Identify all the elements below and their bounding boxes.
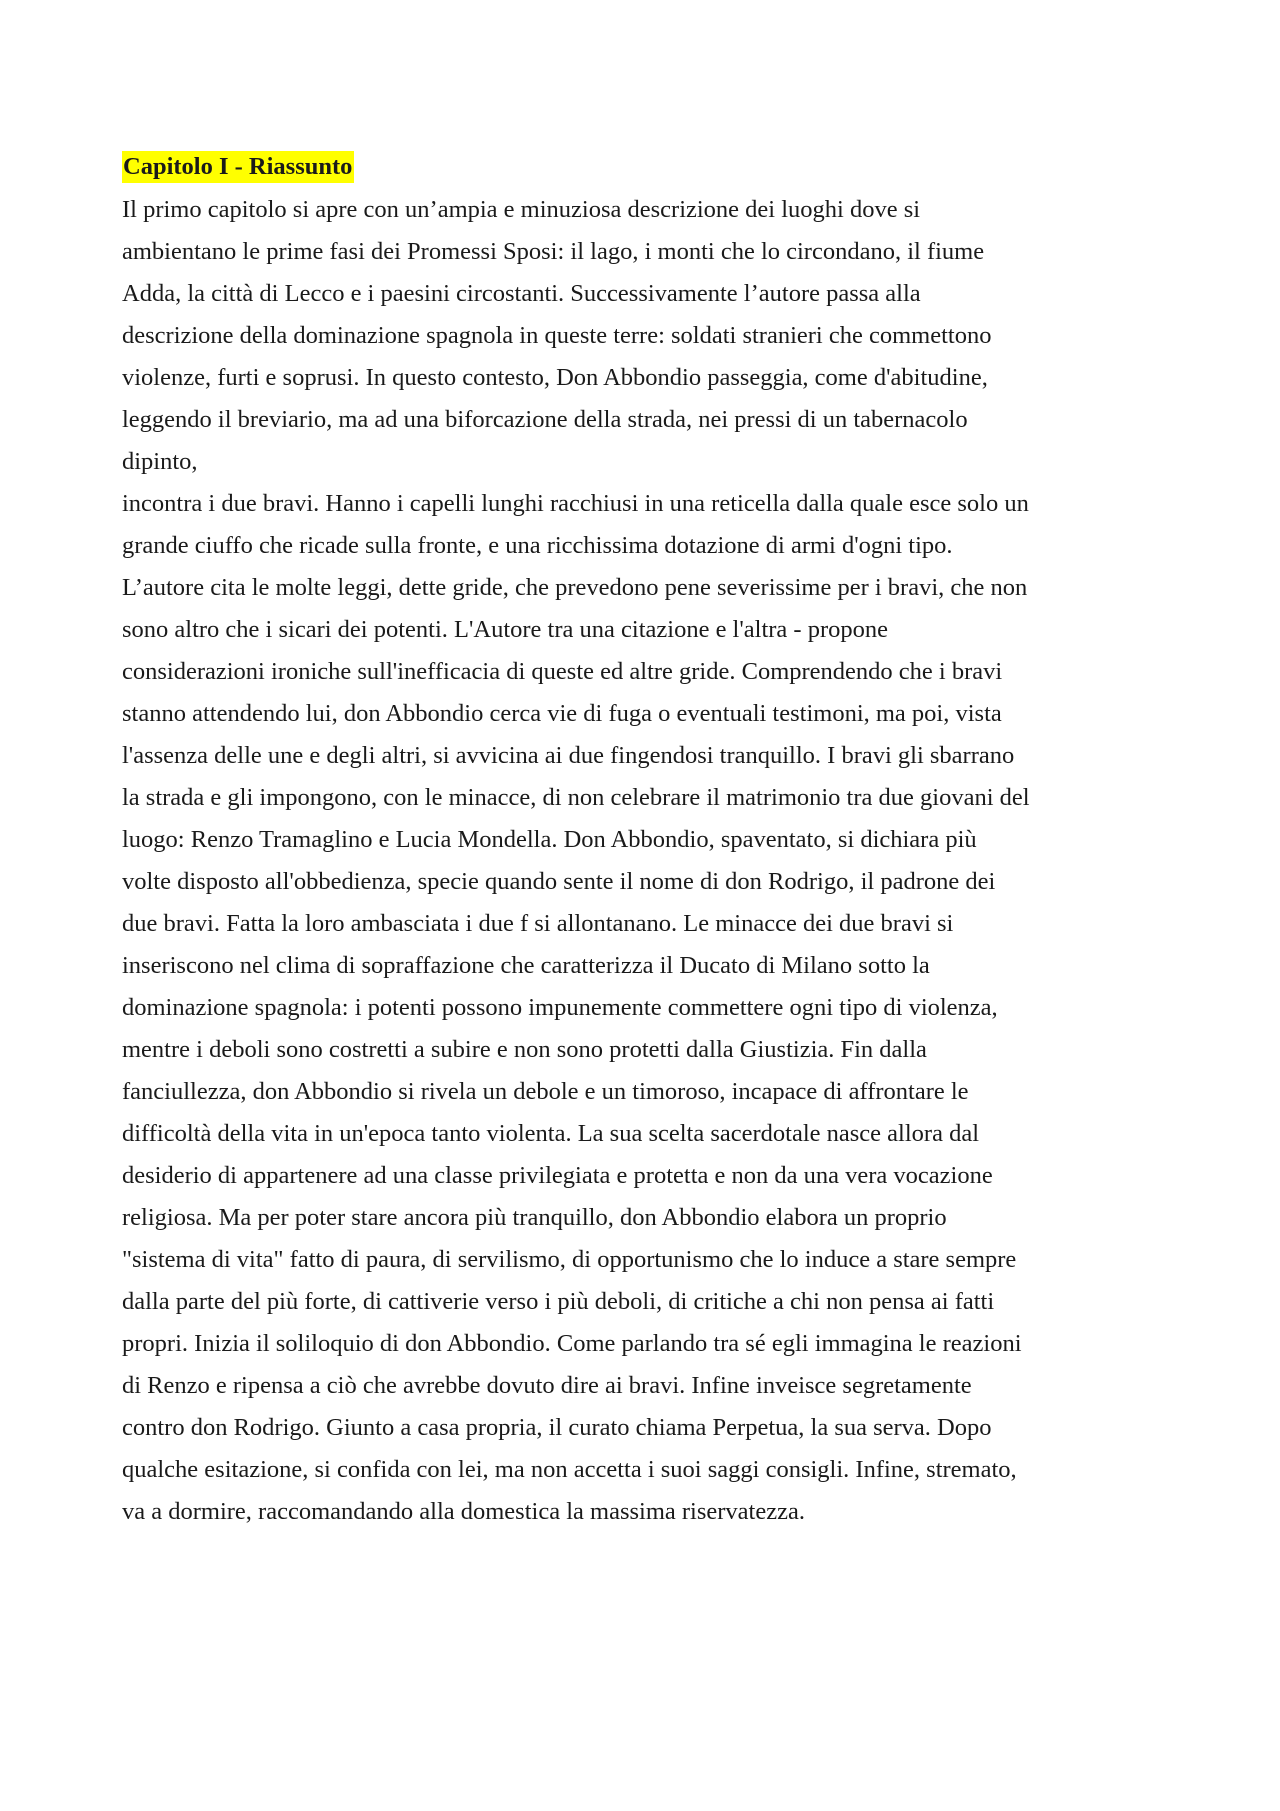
paragraph-line: grande ciuffo che ricade sulla fronte, e una ricchissima dotazione di armi d'ogni tipo.	[122, 532, 953, 559]
paragraph-line: stanno attendendo lui, don Abbondio cerca vie di fuga o eventuali testimoni, ma poi, vista	[122, 700, 1002, 727]
paragraph-line: dominazione spagnola: i potenti possono impunemente commettere ogni tipo di violenza,	[122, 994, 998, 1021]
paragraph-line: incontra i due bravi. Hanno i capelli lunghi racchiusi in una reticella dalla quale esce solo un	[122, 490, 1029, 517]
paragraph-line: contro don Rodrigo. Giunto a casa propria, il curato chiama Perpetua, la sua serva. Dopo	[122, 1414, 992, 1441]
paragraph-line: religiosa. Ma per poter stare ancora più tranquillo, don Abbondio elabora un proprio	[122, 1204, 947, 1231]
paragraph-line: considerazioni ironiche sull'inefficacia di queste ed altre gride. Comprendendo che i bravi	[122, 658, 1003, 685]
paragraph-line: leggendo il breviario, ma ad una biforcazione della strada, nei pressi di un tabernacolo	[122, 406, 968, 433]
paragraph-line: mentre i deboli sono costretti a subire e non sono protetti dalla Giustizia. Fin dalla	[122, 1036, 927, 1063]
paragraph-line: la strada e gli impongono, con le minacce, di non celebrare il matrimonio tra due giovani del	[122, 784, 1030, 811]
paragraph-line: Adda, la città di Lecco e i paesini circostanti. Successivamente l’autore passa alla	[122, 280, 921, 307]
paragraph-line: L’autore cita le molte leggi, dette gride, che prevedono pene severissime per i bravi, che non	[122, 574, 1028, 601]
paragraph-line: volte disposto all'obbedienza, specie quando sente il nome di don Rodrigo, il padrone dei	[122, 868, 996, 895]
paragraph-line: fanciullezza, don Abbondio si rivela un debole e un timoroso, incapace di affrontare le	[122, 1078, 969, 1105]
paragraph-line: dalla parte del più forte, di cattiverie verso i più deboli, di critiche a chi non pensa ai fatti	[122, 1288, 995, 1315]
paragraph-line: ambientano le prime fasi dei Promessi Sposi: il lago, i monti che lo circondano, il fiume	[122, 238, 985, 265]
paragraph-line: descrizione della dominazione spagnola in queste terre: soldati stranieri che commettono	[122, 322, 992, 349]
paragraph-line: propri. Inizia il soliloquio di don Abbondio. Come parlando tra sé egli immagina le reazioni	[122, 1330, 1022, 1357]
paragraph-line: di Renzo e ripensa a ciò che avrebbe dovuto dire ai bravi. Infine inveisce segretamente	[122, 1372, 972, 1399]
paragraph-line: qualche esitazione, si confida con lei, ma non accetta i suoi saggi consigli. Infine, stremato,	[122, 1456, 1017, 1483]
paragraph-line: "sistema di vita" fatto di paura, di servilismo, di opportunismo che lo induce a stare sempre	[122, 1246, 1017, 1273]
paragraph-line: Il primo capitolo si apre con un’ampia e minuziosa descrizione dei luoghi dove si	[122, 196, 921, 223]
paragraph-line: dipinto,	[122, 448, 198, 475]
document-title: Capitolo I - Riassunto	[122, 151, 354, 183]
paragraph-line: desiderio di appartenere ad una classe privilegiata e protetta e non da una vera vocazione	[122, 1162, 993, 1189]
document-title-wrapper	[122, 146, 1182, 189]
document-body	[122, 189, 1182, 1533]
paragraph-line: sono altro che i sicari dei potenti. L'Autore tra una citazione e l'altra - propone	[122, 616, 888, 643]
paragraph-line: violenze, furti e soprusi. In questo contesto, Don Abbondio passeggia, come d'abitudine,	[122, 364, 988, 391]
paragraph-line: va a dormire, raccomandando alla domestica la massima riservatezza.	[122, 1498, 805, 1525]
paragraph-line: luogo: Renzo Tramaglino e Lucia Mondella. Don Abbondio, spaventato, si dichiara più	[122, 826, 977, 853]
paragraph-line: inseriscono nel clima di sopraffazione che caratterizza il Ducato di Milano sotto la	[122, 952, 930, 979]
document-page	[122, 146, 1182, 1533]
paragraph-line: difficoltà della vita in un'epoca tanto violenta. La sua scelta sacerdotale nasce allora dal	[122, 1120, 980, 1147]
paragraph-line: l'assenza delle une e degli altri, si avvicina ai due fingendosi tranquillo. I bravi gli sbarrano	[122, 742, 1015, 769]
paragraph-line: due bravi. Fatta la loro ambasciata i due f si allontanano. Le minacce dei due bravi si	[122, 910, 954, 937]
